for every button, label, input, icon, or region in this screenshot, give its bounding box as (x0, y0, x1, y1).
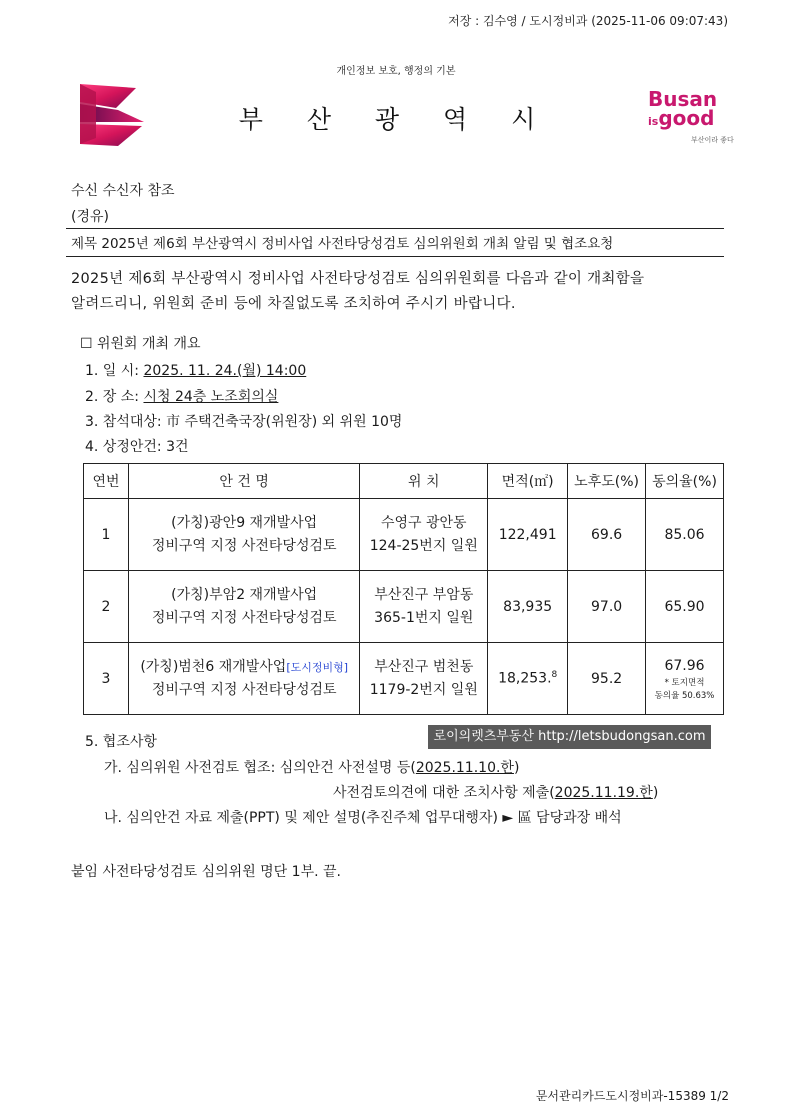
col-header: 면적(㎡) (488, 464, 568, 499)
attachment: 붙임 사전타당성검토 심의위원 명단 1부. 끝. (71, 864, 341, 880)
body-line-2: 알려드리니, 위원회 준비 등에 차질없도록 조치하여 주시기 바랍니다. (71, 296, 516, 312)
recipient: 수신 수신자 참조 (71, 183, 175, 199)
name-tag: [도시정비형] (286, 660, 349, 674)
row-aging: 69.6 (568, 499, 646, 571)
row-consent: 85.06 (646, 499, 724, 571)
overview-item-agenda-count: 4. 상정안건: 3건 (85, 439, 189, 455)
loc-line1: 수영구 광안동 (380, 514, 467, 531)
row-consent: 65.90 (646, 571, 724, 643)
row-name (128, 499, 359, 571)
overview-item-attendees: 3. 참석대상: 市 주택건축국장(위원장) 외 위원 10명 (85, 414, 403, 430)
subject-top-rule (66, 228, 724, 229)
name-line2: 정비구역 지정 사전타당성검토 (151, 609, 337, 626)
coop-a2-date: 2025.11.19.한 (554, 785, 653, 801)
org-name: 부 산 광 역 시 (238, 105, 554, 134)
place-value: 시청 24층 노조회의실 (143, 389, 279, 405)
col-header: 동의율(%) (646, 464, 724, 499)
name-line1: (가칭)부암2 재개발사업 (171, 586, 318, 603)
row-area (488, 643, 568, 715)
brand-good: good (658, 106, 715, 130)
row-aging: 97.0 (568, 571, 646, 643)
table-row (84, 643, 724, 715)
col-header: 연번 (84, 464, 129, 499)
motto: 개인정보 보호, 행정의 기본 (336, 66, 456, 77)
brand-is: is (648, 115, 659, 128)
table-row (84, 571, 724, 643)
table-header-row (84, 464, 724, 499)
coop-a-text: 가. 심의위원 사전검토 협조: 심의안건 사전설명 등( (104, 760, 416, 776)
loc-line1: 부산진구 부암동 (374, 586, 474, 603)
row-location (360, 499, 488, 571)
date-value: 2025. 11. 24.(월) 14:00 (143, 363, 307, 379)
row-name (128, 571, 359, 643)
row-name (128, 643, 359, 715)
col-header: 노후도(%) (568, 464, 646, 499)
cooperation-a2 (333, 782, 658, 802)
overview-item-date (85, 360, 306, 380)
row-no: 2 (84, 571, 129, 643)
cooperation-a (104, 757, 519, 777)
brand-line1: Busan (648, 87, 718, 111)
name-line2: 정비구역 지정 사전타당성검토 (151, 681, 337, 698)
row-area: 122,491 (488, 499, 568, 571)
loc-line1: 부산진구 범천동 (374, 658, 474, 675)
area-value: 18,253. (498, 670, 552, 687)
coop-a2-close: ) (652, 785, 659, 801)
name-line1: (가칭)광안9 재개발사업 (171, 514, 318, 531)
col-header: 안 건 명 (128, 464, 359, 499)
row-aging: 95.2 (568, 643, 646, 715)
name-line1: (가칭)범천6 재개발사업 (140, 658, 287, 675)
overview-item-place (85, 386, 278, 406)
watermark: 로이의렛츠부동산 http://letsbudongsan.com (428, 725, 711, 749)
name-line2: 정비구역 지정 사전타당성검토 (151, 537, 337, 554)
save-info: 저장 : 김수영 / 도시정비과 (2025-11-06 09:07:43) (448, 14, 728, 28)
row-area: 83,935 (488, 571, 568, 643)
coop-a-date: 2025.11.10.한 (415, 760, 514, 776)
area-sup: 8 (551, 670, 558, 681)
consent-note1: * 토지면적 (664, 677, 705, 688)
table-row (84, 499, 724, 571)
col-header: 위 치 (360, 464, 488, 499)
date-label: 1. 일 시: (85, 363, 144, 379)
row-no: 1 (84, 499, 129, 571)
row-no: 3 (84, 643, 129, 715)
loc-line2: 1179-2번지 일원 (369, 681, 478, 698)
loc-line2: 124-25번지 일원 (369, 537, 478, 554)
consent-value: 67.96 (664, 657, 705, 674)
coop-a2-text: 사전검토의견에 대한 조치사항 제출( (333, 785, 555, 801)
consent-note2: 동의율 50.63% (654, 690, 715, 701)
loc-line2: 365-1번지 일원 (374, 609, 474, 626)
subject-bottom-rule (66, 256, 724, 257)
subject: 제목 2025년 제6회 부산광역시 정비사업 사전타당성검토 심의위원회 개최 알림 및 협조요청 (71, 236, 614, 252)
brand-slogan (648, 87, 718, 131)
row-consent (646, 643, 724, 715)
cooperation-b: 나. 심의안건 자료 제출(PPT) 및 제안 설명(추진주체 업무대행자) ► 區 담당과장 배석 (104, 810, 622, 826)
agenda-table (83, 463, 724, 715)
row-location (360, 571, 488, 643)
brand-tagline: 부산이라 좋다 (691, 136, 734, 144)
footer-doc-id: 문서관리카드도시정비과-15389 1/2 (535, 1089, 729, 1103)
place-label: 2. 장 소: (85, 389, 144, 405)
body-line-1: 2025년 제6회 부산광역시 정비사업 사전타당성검토 심의위원회를 다음과 같이 개최함을 (71, 271, 645, 287)
cooperation-heading: 5. 협조사항 (85, 734, 157, 750)
coop-a-close: ) (513, 760, 520, 776)
overview-heading: ☐ 위원회 개최 개요 (80, 336, 201, 352)
via: (경유) (71, 209, 109, 225)
row-location (360, 643, 488, 715)
